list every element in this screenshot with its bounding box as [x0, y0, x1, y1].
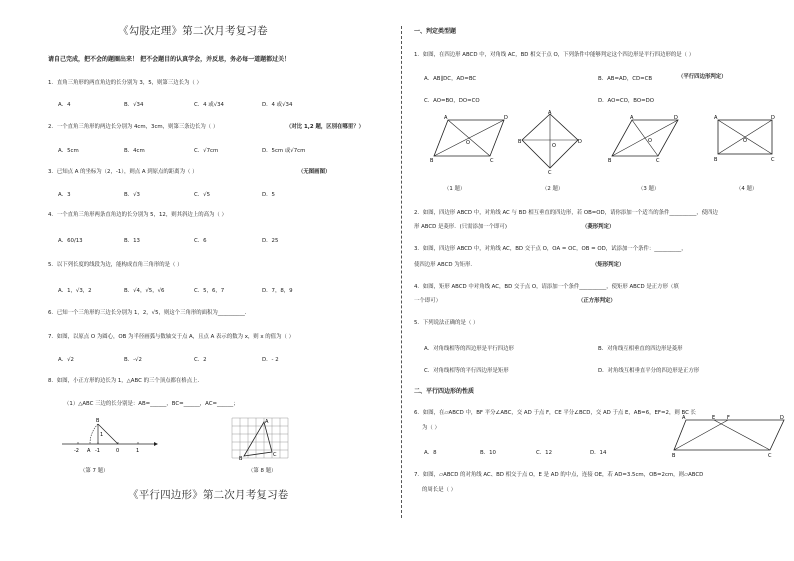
- q3-option-d: D．5: [262, 192, 275, 198]
- question-8-part-1: （1）△ABC 三边的长分别是：AB=______，BC=______，AC=______；: [64, 401, 239, 407]
- figure-r4-rectangle: [712, 114, 776, 162]
- q1-option-a: A．4: [58, 102, 71, 108]
- q1-option-b: B．√34: [124, 102, 144, 108]
- r3-label-b: B: [608, 158, 612, 162]
- fig8-label-b: B: [239, 456, 243, 462]
- q2-option-d: D．5cm 或√7cm: [262, 148, 306, 154]
- r-q1-option-c: C．AO=BO，DO=CO: [424, 98, 480, 104]
- r-question-4-line-1: 4．如图，矩形 ABCD 中对角线 AC，BD 交于点 O，请添加一个条件__________，使矩形 ABCD 是正方形（填: [414, 284, 679, 290]
- q7-option-d: D．- 2: [262, 357, 279, 363]
- r6-label-c: C: [768, 453, 772, 458]
- figure-r3-parallelogram: [608, 114, 682, 162]
- question-4-stem: 4．一个直角三角形两条直角边的长分别为 5，12，则其斜边上的高为（ ）: [48, 212, 227, 218]
- ce-bisector: [714, 420, 770, 450]
- r3-label-c: C: [656, 158, 660, 162]
- q5-option-b: B．√4，√5，√6: [124, 288, 165, 294]
- fig7-label-0: 0: [116, 448, 120, 454]
- fig8-label-a: A: [265, 419, 269, 425]
- fig7-label-1: 1: [136, 448, 140, 454]
- r-question-3-line-1: 3．如图，四边形 ABCD 中，对角线 AC，BD 交于点 O，OA = OC，OB = OD，试添加一个条件：__________，: [414, 246, 687, 252]
- q5-option-a: A．1，√3，2: [58, 288, 92, 294]
- q2-option-c: C．√7cm: [194, 148, 219, 154]
- r6-parallelogram-abcd: [674, 420, 784, 450]
- arc: [90, 424, 98, 444]
- axis-arrow: [154, 442, 158, 446]
- r4-label-d: D: [771, 115, 775, 121]
- figure-8-grid: [230, 416, 290, 466]
- r-q5-option-c: C．对角线相等的平行四边形是矩形: [424, 368, 509, 374]
- r-q6-option-c: C．12: [536, 450, 553, 456]
- r4-label-o: O: [743, 138, 747, 144]
- r-question-7-line-2: 的周长是（ ）: [422, 487, 457, 493]
- r-question-1-stem: 1．如图，在四边形 ABCD 中，对角线 AC，BD 相交于点 O，下列条件中能够判定这个四边形是平行四边形的是（ ）: [414, 52, 695, 58]
- r-question-3-line-2: 使四边形 ABCD 为矩形．: [414, 262, 476, 268]
- diagonal-bd: [434, 120, 504, 156]
- r6-label-b: B: [672, 453, 676, 458]
- q7-option-c: C．2: [194, 357, 207, 363]
- bf-bisector: [674, 420, 728, 450]
- fig8-label-c: C: [273, 452, 277, 458]
- r-q6-option-d: D．14: [590, 450, 607, 456]
- grid-lines: [232, 418, 288, 458]
- q4-option-b: B．13: [124, 238, 140, 244]
- q7-option-a: A．√2: [58, 357, 74, 363]
- r4-label-b: B: [714, 157, 718, 162]
- fig7-label-minus1: -1: [95, 448, 100, 454]
- figure-7-caption: （第 7 题）: [80, 468, 109, 474]
- fig7-label-a: A: [87, 448, 91, 454]
- r-question-6-line-2: 为（ ）: [422, 425, 440, 431]
- r4-label-a: A: [714, 115, 718, 121]
- r-question-4-line-2: 一个即可）: [414, 298, 441, 304]
- question-5-stem: 5．以下列长度的线段为边，能构成直角三角形的是（ ）: [48, 262, 183, 268]
- page-title: 《勾股定理》第二次月考复习卷: [118, 25, 268, 37]
- figure-r1-parallelogram: [430, 114, 510, 162]
- page-subtitle: 请自己完成，把不会的题圈出来！ 把不会题目的认真学会，并反思，务必每一道题都过关！: [48, 56, 291, 63]
- r6-label-a: A: [682, 415, 686, 421]
- figure-7-number-line: [60, 414, 160, 464]
- second-title: 《平行四边形》第二次月考复习卷: [128, 489, 289, 501]
- figure-r2-caption: （2 题）: [542, 186, 564, 192]
- r-question-5-stem: 5．下列说法正确的是（ ）: [414, 320, 479, 326]
- r-q5-option-b: B．对角线互相垂直的四边形是菱形: [598, 346, 683, 352]
- r1-label-o: O: [466, 140, 470, 146]
- r3-label-o: O: [648, 138, 652, 144]
- section-2-heading: 二、平行四边形的性质: [414, 388, 475, 395]
- fig7-label-one: 1: [100, 432, 104, 438]
- r1-label-d: D: [504, 115, 508, 121]
- question-3-stem: 3．已知点 A 的坐标为（2，-1），则点 A 到原点的距离为（ ）: [48, 169, 198, 175]
- question-6-stem: 6．已知一个三角形的三边长分别为 1，2，√5，则这个三角形的面积为__________．: [48, 310, 251, 316]
- r2-label-b: B: [518, 139, 522, 145]
- r-question-7-line-1: 7．如图，▱ABCD 的对角线 AC、BD 相交于点 O，E 是 AD 的中点，连接 OE，若 AD=3.5cm，OB=2cm，则▱ABCD: [414, 472, 704, 478]
- question-7-stem: 7．如图，以原点 O 为圆心，OB 为半径画弧与数轴交于点 A，且点 A 表示的数为 x，则 x 的值为（ ）: [48, 334, 294, 340]
- figure-r4-caption: （4 题）: [736, 186, 758, 192]
- question-2-stem: 2．一个直角三角形的两边长分别为 4cm，3cm，则第三条边长为（ ）: [48, 124, 219, 130]
- r1-label-b: B: [430, 158, 434, 162]
- r6-label-d: D: [780, 415, 784, 421]
- q7-option-b: B．-√2: [124, 357, 142, 363]
- r-q6-option-b: B．10: [480, 450, 496, 456]
- figure-r1-caption: （1 题）: [444, 186, 466, 192]
- right-column: [406, 0, 794, 561]
- r-question-2-line-2: 形 ABCD 是菱形．(只需添加一个即可): [414, 224, 507, 230]
- question-1-stem: 1．直角三角形的两直角边的长分别为 3，5，则第三边长为（ ）: [48, 80, 202, 86]
- r2-label-c: C: [548, 170, 552, 176]
- figure-r3-caption: （3 题）: [638, 186, 660, 192]
- r1-label-c: C: [490, 158, 494, 162]
- r-q1-option-a: A．AB∥DC，AD=BC: [424, 76, 477, 82]
- r-question-6-line-1: 6．如图，在▱ABCD 中，BF 平分∠ABC，交 AD 于点 F，CE 平分∠BCD，交 AD 于点 E，AB=6，EF=2，则 BC 长: [414, 410, 696, 416]
- r-q5-option-a: A．对角线相等的四边形是平行四边形: [424, 346, 514, 352]
- fig7-label-b: B: [96, 418, 100, 424]
- r-q6-option-a: A．8: [424, 450, 437, 456]
- r2-label-a: A: [548, 110, 552, 116]
- figure-r6-parallelogram: [672, 414, 788, 458]
- q1-option-c: C．4 或√34: [194, 102, 224, 108]
- r2-label-o: O: [552, 143, 556, 149]
- r-q5-option-d: D．对角线互相垂直平分的四边形是正方形: [598, 368, 700, 374]
- q3-option-c: C．√5: [194, 192, 211, 198]
- r1-label-a: A: [444, 115, 448, 121]
- q3-option-a: A．3: [58, 192, 71, 198]
- r-question-3-note: （矩形判定）: [592, 262, 625, 268]
- section-1-heading: 一、判定类型题: [414, 28, 457, 35]
- q1-option-d: D．4 或√34: [262, 102, 293, 108]
- r2-label-d: D: [578, 139, 582, 145]
- q4-option-a: A．60/13: [58, 238, 83, 244]
- figure-r2-rhombus: [518, 110, 582, 176]
- q3-option-b: B．√3: [124, 192, 140, 198]
- r6-label-e: E: [712, 415, 716, 421]
- q5-option-c: C．5，6，7: [194, 288, 225, 294]
- r-q1-note: （平行四边形判定）: [678, 74, 727, 80]
- question-3-note: （无图画图）: [298, 169, 331, 175]
- r3-label-d: D: [674, 115, 678, 121]
- r-question-4-note: （正方形判定）: [578, 298, 616, 304]
- r-question-2-line-1: 2．如图，四边形 ABCD 中，对角线 AC 与 BD 相互垂直的四边形，若 OB=OD，请你添加一个适当的条件__________，使四边: [414, 210, 718, 216]
- fig7-label-minus2: -2: [74, 448, 79, 454]
- column-divider: [401, 26, 402, 518]
- q2-option-b: B．4cm: [124, 148, 145, 154]
- q5-option-d: D．7，8，9: [262, 288, 293, 294]
- q2-option-a: A．5cm: [58, 148, 79, 154]
- q4-option-c: C．6: [194, 238, 207, 244]
- r3-label-a: A: [630, 115, 634, 121]
- r4-label-c: C: [771, 157, 775, 162]
- r-question-2-note: （菱形判定）: [582, 224, 615, 230]
- r6-label-f: F: [727, 415, 730, 421]
- r-q1-option-d: D．AO=CO，BO=DO: [598, 98, 655, 104]
- q4-option-d: D．25: [262, 238, 279, 244]
- r-q1-option-b: B．AB=AD，CD=CB: [598, 76, 653, 82]
- figure-8-caption: （第 8 题）: [248, 468, 277, 474]
- question-8-stem: 8．如图，小正方形的边长为 1，△ABC 的三个顶点都在格点上．: [48, 378, 203, 384]
- question-2-note: （对比 1,2 题，区别在哪里？）: [286, 124, 364, 130]
